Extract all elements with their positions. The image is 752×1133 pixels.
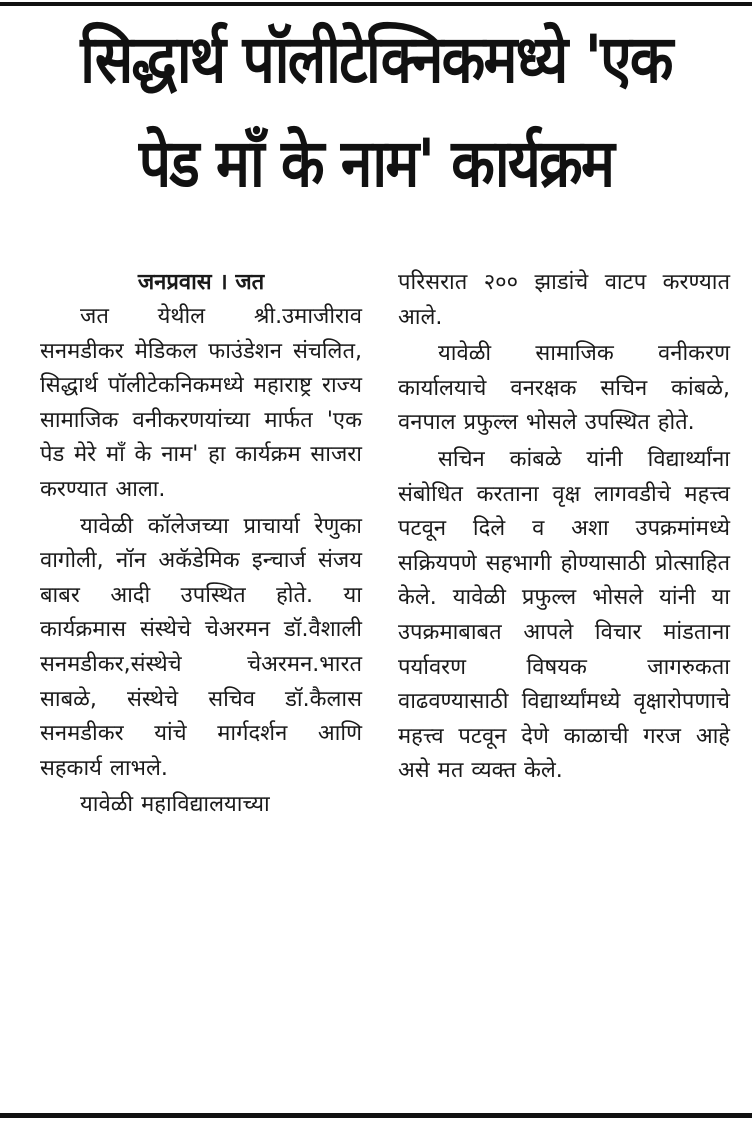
- paragraph-speech: सचिन कांबळे यांनी विद्यार्थ्यांना संबोधित करताना वृक्ष लागवडीचे महत्त्व पटवून दिले व अशा उपक्रमांमध्ये सक्रियपणे सहभागी होण्यासाठी प्रोत्साहित केले. यावेळी प्रफुल्ल भोसले यांनी या उपक्रमाबाबत आपले विचार मांडताना पर्यावरण विषयक जागरुकता वाढवण्यासाठी विद्यार्थ्यांमध्ये वृक्षारोपणाचे महत्त्व पटवून देणे काळाची गरज आहे असे मत व्यक्त केले.: [398, 446, 730, 784]
- paragraph-continued: यावेळी महाविद्यालयाच्या: [80, 792, 270, 818]
- dateline: जनप्रवास । जत: [137, 270, 265, 295]
- paragraph-attendees: यावेळी कॉलेजच्या प्राचार्या रेणुका वागोली, नॉन अकॅडेमिक इन्चार्ज संजय बाबर आदी उपस्थित होते. या कार्यक्रमास संस्थेचे चेअरमन डॉ.वैशाली सनमडीकर,संस्थेचे चेअरमन.भारत साबळे, संस्थेचे सचिव डॉ.कैलास सनमडीकर यांचे मार्गदर्शन आणि सहकार्य लाभले.: [40, 513, 362, 781]
- left-column: [40, 266, 362, 823]
- bottom-rule: [0, 1113, 752, 1118]
- top-rule: [0, 2, 752, 6]
- paragraph-officials: यावेळी सामाजिक वनीकरण कार्यालयाचे वनरक्षक सचिन कांबळे, वनपाल प्रफुल्ल भोसले उपस्थित होते.: [398, 341, 730, 436]
- paragraph-intro: जत येथील श्री.उमाजीराव सनमडीकर मेडिकल फाउंडेशन संचलित, सिद्धार्थ पॉलीटेकनिकमध्ये महाराष्ट्र राज्य सामाजिक वनीकरणयांच्या मार्फत 'एक पेड मेरे माँ के नाम' हा कार्यक्रम साजरा करण्यात आला.: [40, 304, 362, 502]
- headline-line-1: सिद्धार्थ पॉलीटेक्निकमध्ये 'एक: [80, 21, 672, 98]
- paragraph-distribution: परिसरात २०० झाडांचे वाटप करण्यात आले.: [398, 270, 730, 330]
- right-column: [398, 266, 730, 789]
- article-headline: [53, 8, 700, 216]
- headline-line-2: पेड माँ के नाम' कार्यक्रम: [138, 125, 614, 202]
